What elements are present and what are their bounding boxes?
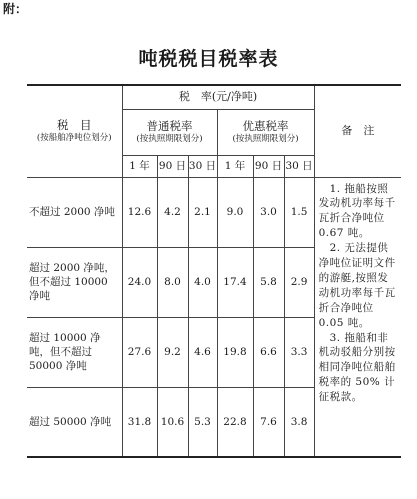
remarks-cell bbox=[314, 177, 401, 457]
general-rate-header: 普通税率 bbox=[146, 118, 193, 133]
item-header-cell bbox=[27, 85, 122, 177]
rate-cell: 2.9 bbox=[284, 247, 314, 317]
rate-cell: 31.8 bbox=[122, 387, 157, 457]
rate-cell: 4.6 bbox=[188, 317, 217, 387]
remarks-header: 备 注 bbox=[314, 85, 401, 177]
general-rate-subheader: (按执照期限划分) bbox=[136, 134, 203, 145]
period-1-year-general: 1 年 bbox=[122, 155, 157, 177]
rate-cell: 17.4 bbox=[217, 247, 253, 317]
rate-cell: 7.6 bbox=[253, 387, 284, 457]
rate-header: 税 率(元/净吨) bbox=[122, 85, 314, 109]
general-rate-header-cell bbox=[122, 109, 217, 155]
tax-rate-table bbox=[27, 84, 401, 458]
preferential-rate-subheader: (按执照期限划分) bbox=[232, 134, 299, 145]
preferential-rate-header: 优惠税率 bbox=[242, 118, 289, 133]
rate-cell: 24.0 bbox=[122, 247, 157, 317]
remark-item: 1. 拖船按照发动机功率每千瓦折合净吨位 0.67 吨。 bbox=[318, 182, 396, 240]
remark-item: 3. 拖船和非机动驳船分别按相同净吨位船舶税率的 50% 计征税款。 bbox=[318, 331, 396, 404]
attachment-prefix: 附： bbox=[3, 2, 28, 16]
rate-cell: 5.3 bbox=[188, 387, 217, 457]
rate-cell: 19.8 bbox=[217, 317, 253, 387]
rate-cell: 10.6 bbox=[157, 387, 188, 457]
rate-cell: 27.6 bbox=[122, 317, 157, 387]
table-row bbox=[27, 177, 401, 247]
row-label: 超过 50000 净吨 bbox=[27, 387, 122, 457]
row-label: 超过 2000 净吨，但不超过 10000 净吨 bbox=[27, 247, 122, 317]
item-header: 税 目 bbox=[57, 117, 92, 132]
rate-cell: 4.0 bbox=[188, 247, 217, 317]
period-30-days-preferential: 30 日 bbox=[284, 155, 314, 177]
period-90-days-general: 90 日 bbox=[157, 155, 188, 177]
row-label: 不超过 2000 净吨 bbox=[27, 177, 122, 247]
remark-item: 2. 无法提供净吨位证明文件的游艇,按照发动机功率每千瓦折合净吨位 0.05 吨。 bbox=[318, 242, 396, 329]
period-1-year-preferential: 1 年 bbox=[217, 155, 253, 177]
rate-cell: 5.8 bbox=[253, 247, 284, 317]
rate-cell: 3.0 bbox=[253, 177, 284, 247]
item-subheader: (按船舶净吨位划分) bbox=[36, 133, 112, 144]
preferential-rate-header-cell bbox=[217, 109, 314, 155]
rate-cell: 1.5 bbox=[284, 177, 314, 247]
rate-cell: 9.2 bbox=[157, 317, 188, 387]
rate-cell: 12.6 bbox=[122, 177, 157, 247]
row-label: 超过 10000 净吨，但不超过 50000 净吨 bbox=[27, 317, 122, 387]
rate-cell: 2.1 bbox=[188, 177, 217, 247]
rate-cell: 6.6 bbox=[253, 317, 284, 387]
page-title: 吨税税目税率表 bbox=[138, 48, 279, 70]
period-90-days-preferential: 90 日 bbox=[253, 155, 284, 177]
rate-cell: 22.8 bbox=[217, 387, 253, 457]
rate-cell: 3.3 bbox=[284, 317, 314, 387]
rate-cell: 4.2 bbox=[157, 177, 188, 247]
rate-cell: 8.0 bbox=[157, 247, 188, 317]
period-30-days-general: 30 日 bbox=[188, 155, 217, 177]
rate-cell: 3.8 bbox=[284, 387, 314, 457]
rate-cell: 9.0 bbox=[217, 177, 253, 247]
